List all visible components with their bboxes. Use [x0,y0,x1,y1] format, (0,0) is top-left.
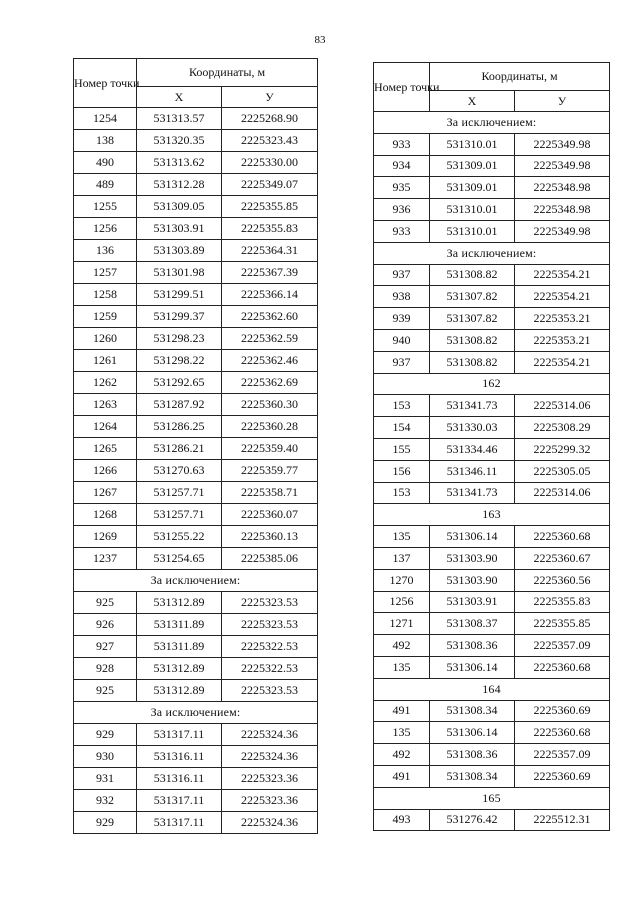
y-coordinate-cell: 2225359.77 [222,460,318,482]
section-row [374,373,610,395]
table-body [374,112,610,831]
table-row [74,614,318,636]
table-row [374,417,610,439]
y-coordinate-cell: 2225355.85 [222,196,318,218]
coordinates-table-right [373,62,610,831]
y-coordinate-cell: 2225323.53 [222,614,318,636]
x-coordinate-cell: 531292.65 [137,372,222,394]
y-coordinate-cell: 2225362.46 [222,350,318,372]
section-label: 165 [374,787,610,809]
point-number-cell: 491 [374,765,430,787]
y-coordinate-cell: 2225367.39 [222,262,318,284]
y-coordinate-cell: 2225364.31 [222,240,318,262]
table-row [374,177,610,199]
table-row [74,680,318,702]
y-coordinate-cell: 2225359.40 [222,438,318,460]
point-number-cell: 929 [74,724,137,746]
y-coordinate-cell: 2225360.68 [515,656,610,678]
point-number-cell: 138 [74,130,137,152]
table-row [374,591,610,613]
x-coordinate-cell: 531299.51 [137,284,222,306]
point-number-cell: 1254 [74,108,137,130]
x-coordinate-cell: 531330.03 [430,417,515,439]
table-row [374,700,610,722]
y-coordinate-cell: 2225349.98 [515,155,610,177]
table-row [74,152,318,174]
point-number-cell: 927 [74,636,137,658]
x-coordinate-cell: 531308.82 [430,351,515,373]
point-number-header: Номер точки [374,63,430,112]
x-coordinate-cell: 531312.89 [137,592,222,614]
point-number-cell: 940 [374,329,430,351]
x-header: X [137,87,222,108]
y-coordinate-cell: 2225366.14 [222,284,318,306]
y-coordinate-cell: 2225512.31 [515,809,610,831]
x-coordinate-cell: 531309.01 [430,177,515,199]
x-coordinate-cell: 531317.11 [137,790,222,812]
section-row [374,112,610,134]
point-number-cell: 930 [74,746,137,768]
y-coordinate-cell: 2225348.98 [515,199,610,221]
y-coordinate-cell: 2225349.98 [515,220,610,242]
x-coordinate-cell: 531276.42 [430,809,515,831]
point-number-cell: 137 [374,547,430,569]
table-row [74,460,318,482]
x-coordinate-cell: 531310.01 [430,199,515,221]
x-coordinate-cell: 531309.05 [137,196,222,218]
y-coordinate-cell: 2225358.71 [222,482,318,504]
point-number-cell: 136 [74,240,137,262]
table-row [74,130,318,152]
table-row [74,504,318,526]
x-coordinate-cell: 531287.92 [137,394,222,416]
y-coordinate-cell: 2225360.69 [515,700,610,722]
y-coordinate-cell: 2225360.68 [515,722,610,744]
table-row [74,284,318,306]
y-coordinate-cell: 2225360.07 [222,504,318,526]
y-coordinate-cell: 2225324.36 [222,746,318,768]
table-row [74,218,318,240]
point-number-cell: 1256 [74,218,137,240]
table-row [374,308,610,330]
x-coordinate-cell: 531308.82 [430,264,515,286]
y-coordinate-cell: 2225323.53 [222,592,318,614]
x-coordinate-cell: 531308.36 [430,635,515,657]
point-number-cell: 135 [374,526,430,548]
x-coordinate-cell: 531341.73 [430,482,515,504]
x-coordinate-cell: 531312.89 [137,658,222,680]
x-coordinate-cell: 531313.62 [137,152,222,174]
x-header: X [430,91,515,112]
point-number-cell: 1265 [74,438,137,460]
point-number-cell: 931 [74,768,137,790]
table-row [374,613,610,635]
y-coordinate-cell: 2225362.60 [222,306,318,328]
table-row [74,812,318,834]
point-number-cell: 1262 [74,372,137,394]
y-coordinate-cell: 2225324.36 [222,812,318,834]
y-coordinate-cell: 2225324.36 [222,724,318,746]
table-row [374,569,610,591]
point-number-header: Номер точки [74,59,137,108]
point-number-cell: 154 [374,417,430,439]
point-number-cell: 1257 [74,262,137,284]
y-coordinate-cell: 2225314.06 [515,395,610,417]
point-number-cell: 491 [374,700,430,722]
y-coordinate-cell: 2225322.53 [222,658,318,680]
y-coordinate-cell: 2225268.90 [222,108,318,130]
point-number-cell: 1263 [74,394,137,416]
x-coordinate-cell: 531310.01 [430,133,515,155]
section-label: 164 [374,678,610,700]
table-row [374,155,610,177]
section-row [374,242,610,264]
x-coordinate-cell: 531307.82 [430,308,515,330]
point-number-cell: 1255 [74,196,137,218]
y-coordinate-cell: 2225299.32 [515,438,610,460]
point-number-cell: 932 [74,790,137,812]
x-coordinate-cell: 531255.22 [137,526,222,548]
x-coordinate-cell: 531303.89 [137,240,222,262]
y-coordinate-cell: 2225360.13 [222,526,318,548]
x-coordinate-cell: 531308.37 [430,613,515,635]
point-number-cell: 926 [74,614,137,636]
x-coordinate-cell: 531298.23 [137,328,222,350]
x-coordinate-cell: 531317.11 [137,812,222,834]
x-coordinate-cell: 531316.11 [137,746,222,768]
point-number-cell: 490 [74,152,137,174]
section-row [74,570,318,592]
y-coordinate-cell: 2225355.85 [515,613,610,635]
y-coordinate-cell: 2225357.09 [515,635,610,657]
y-coordinate-cell: 2225323.36 [222,790,318,812]
x-coordinate-cell: 531254.65 [137,548,222,570]
point-number-cell: 933 [374,220,430,242]
table-row [74,636,318,658]
table-row [74,548,318,570]
table-row [374,744,610,766]
table-row [74,240,318,262]
table-row [74,350,318,372]
y-coordinate-cell: 2225323.53 [222,680,318,702]
x-coordinate-cell: 531308.36 [430,744,515,766]
page-number: 83 [314,34,326,46]
table-row [74,482,318,504]
y-coordinate-cell: 2225330.00 [222,152,318,174]
x-coordinate-cell: 531307.82 [430,286,515,308]
point-number-cell: 153 [374,482,430,504]
point-number-cell: 489 [74,174,137,196]
x-coordinate-cell: 531306.14 [430,722,515,744]
point-number-cell: 934 [374,155,430,177]
point-number-cell: 1237 [74,548,137,570]
point-number-cell: 935 [374,177,430,199]
coordinates-header: Координаты, м [137,59,318,87]
x-coordinate-cell: 531303.90 [430,569,515,591]
table-row [374,220,610,242]
table-row [374,438,610,460]
table-row [74,262,318,284]
point-number-cell: 939 [374,308,430,330]
x-coordinate-cell: 531311.89 [137,614,222,636]
point-number-cell: 928 [74,658,137,680]
x-coordinate-cell: 531320.35 [137,130,222,152]
section-row [374,504,610,526]
table-row [74,768,318,790]
y-coordinate-cell: 2225348.98 [515,177,610,199]
table-row [74,790,318,812]
x-coordinate-cell: 531308.34 [430,700,515,722]
point-number-cell: 1264 [74,416,137,438]
x-coordinate-cell: 531298.22 [137,350,222,372]
point-number-cell: 938 [374,286,430,308]
x-coordinate-cell: 531257.71 [137,504,222,526]
table-row [374,635,610,657]
point-number-cell: 933 [374,133,430,155]
y-coordinate-cell: 2225354.21 [515,264,610,286]
point-number-cell: 929 [74,812,137,834]
x-coordinate-cell: 531311.89 [137,636,222,658]
table-row [374,722,610,744]
y-coordinate-cell: 2225305.05 [515,460,610,482]
table-row [74,372,318,394]
table-row [374,656,610,678]
y-coordinate-cell: 2225362.59 [222,328,318,350]
x-coordinate-cell: 531316.11 [137,768,222,790]
y-coordinate-cell: 2225349.98 [515,133,610,155]
table-row [374,460,610,482]
point-number-cell: 156 [374,460,430,482]
section-row [374,678,610,700]
section-row [74,702,318,724]
y-coordinate-cell: 2225385.06 [222,548,318,570]
point-number-cell: 492 [374,635,430,657]
point-number-cell: 925 [74,592,137,614]
y-coordinate-cell: 2225353.21 [515,308,610,330]
y-coordinate-cell: 2225349.07 [222,174,318,196]
table-row [374,286,610,308]
point-number-cell: 1259 [74,306,137,328]
point-number-cell: 492 [374,744,430,766]
point-number-cell: 1268 [74,504,137,526]
table-row [374,351,610,373]
section-label: 163 [374,504,610,526]
table-row [74,328,318,350]
table-row [374,199,610,221]
point-number-cell: 1256 [374,591,430,613]
table-row [74,394,318,416]
x-coordinate-cell: 531346.11 [430,460,515,482]
point-number-cell: 1260 [74,328,137,350]
table-row [74,196,318,218]
table-row [374,809,610,831]
table-row [74,592,318,614]
table-body [74,108,318,834]
table-row [374,526,610,548]
x-coordinate-cell: 531270.63 [137,460,222,482]
section-label: За исключением: [74,570,318,592]
point-number-cell: 155 [374,438,430,460]
y-coordinate-cell: 2225314.06 [515,482,610,504]
point-number-cell: 936 [374,199,430,221]
x-coordinate-cell: 531312.89 [137,680,222,702]
y-coordinate-cell: 2225360.67 [515,547,610,569]
y-coordinate-cell: 2225360.28 [222,416,318,438]
section-row [374,787,610,809]
y-coordinate-cell: 2225353.21 [515,329,610,351]
y-coordinate-cell: 2225308.29 [515,417,610,439]
table-row [74,108,318,130]
y-coordinate-cell: 2225354.21 [515,351,610,373]
table-row [374,133,610,155]
x-coordinate-cell: 531286.25 [137,416,222,438]
x-coordinate-cell: 531286.21 [137,438,222,460]
y-coordinate-cell: 2225360.69 [515,765,610,787]
point-number-cell: 937 [374,351,430,373]
point-number-cell: 1271 [374,613,430,635]
point-number-cell: 925 [74,680,137,702]
x-coordinate-cell: 531308.82 [430,329,515,351]
point-number-cell: 493 [374,809,430,831]
x-coordinate-cell: 531317.11 [137,724,222,746]
y-coordinate-cell: 2225360.56 [515,569,610,591]
y-coordinate-cell: 2225323.36 [222,768,318,790]
coordinates-header: Координаты, м [430,63,610,91]
y-coordinate-cell: 2225357.09 [515,744,610,766]
point-number-cell: 1258 [74,284,137,306]
x-coordinate-cell: 531303.90 [430,547,515,569]
point-number-cell: 135 [374,722,430,744]
section-label: За исключением: [374,112,610,134]
y-coordinate-cell: 2225355.83 [515,591,610,613]
table-row [74,438,318,460]
x-coordinate-cell: 531299.37 [137,306,222,328]
x-coordinate-cell: 531309.01 [430,155,515,177]
y-coordinate-cell: 2225360.68 [515,526,610,548]
y-header: У [515,91,610,112]
table-row [74,746,318,768]
y-coordinate-cell: 2225323.43 [222,130,318,152]
x-coordinate-cell: 531301.98 [137,262,222,284]
table-row [74,526,318,548]
point-number-cell: 937 [374,264,430,286]
table-row [74,306,318,328]
point-number-cell: 1266 [74,460,137,482]
y-coordinate-cell: 2225322.53 [222,636,318,658]
x-coordinate-cell: 531306.14 [430,526,515,548]
table-row [74,416,318,438]
table-row [374,329,610,351]
table-row [374,547,610,569]
x-coordinate-cell: 531313.57 [137,108,222,130]
table-row [74,724,318,746]
x-coordinate-cell: 531312.28 [137,174,222,196]
x-coordinate-cell: 531306.14 [430,656,515,678]
point-number-cell: 135 [374,656,430,678]
x-coordinate-cell: 531310.01 [430,220,515,242]
point-number-cell: 1261 [74,350,137,372]
point-number-cell: 1267 [74,482,137,504]
x-coordinate-cell: 531308.34 [430,765,515,787]
x-coordinate-cell: 531303.91 [430,591,515,613]
section-label: 162 [374,373,610,395]
table-row [374,482,610,504]
y-coordinate-cell: 2225355.83 [222,218,318,240]
point-number-cell: 1269 [74,526,137,548]
y-coordinate-cell: 2225362.69 [222,372,318,394]
table-row [374,264,610,286]
x-coordinate-cell: 531257.71 [137,482,222,504]
table-row [374,395,610,417]
point-number-cell: 1270 [374,569,430,591]
x-coordinate-cell: 531341.73 [430,395,515,417]
y-header: У [222,87,318,108]
table-row [374,765,610,787]
table-row [74,174,318,196]
y-coordinate-cell: 2225360.30 [222,394,318,416]
x-coordinate-cell: 531334.46 [430,438,515,460]
point-number-cell: 153 [374,395,430,417]
section-label: За исключением: [74,702,318,724]
table-row [74,658,318,680]
coordinates-table-left [73,58,318,834]
section-label: За исключением: [374,242,610,264]
x-coordinate-cell: 531303.91 [137,218,222,240]
y-coordinate-cell: 2225354.21 [515,286,610,308]
